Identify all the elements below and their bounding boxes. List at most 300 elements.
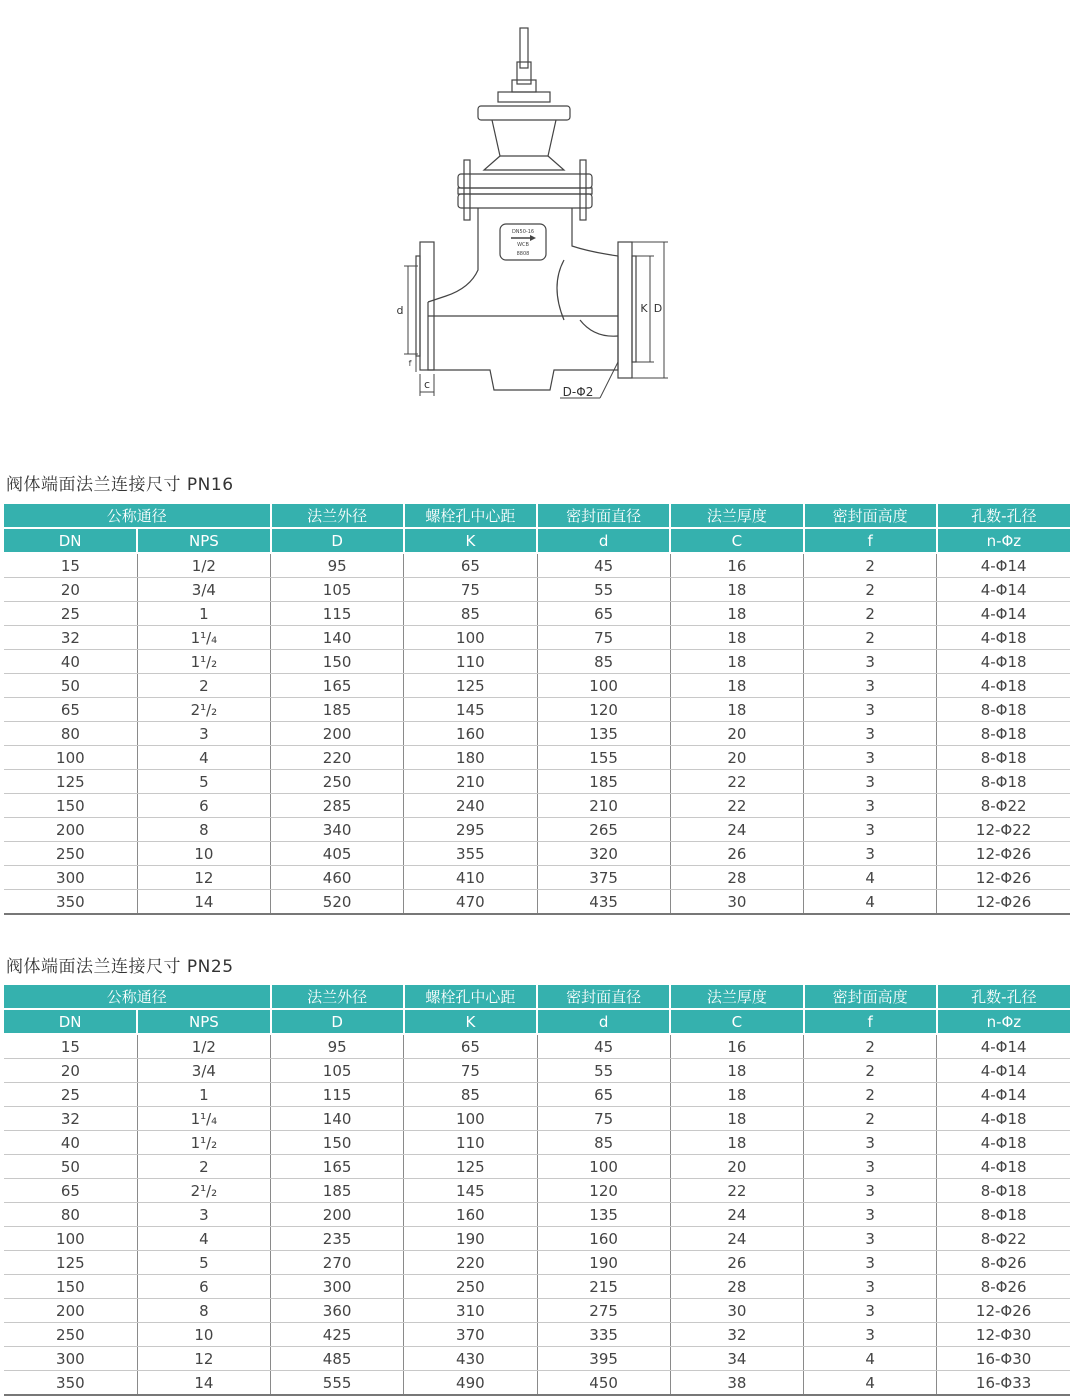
cell-seal-height: 2 [804,578,937,602]
cell-flange-od: 150 [271,1131,404,1155]
cell-holes: 4-Φ18 [937,1131,1070,1155]
cell-nps: 5 [137,1251,270,1275]
header-seal-dia: 密封面直径 [537,985,670,1009]
table-row [4,698,1070,722]
cell-seal-dia: 135 [537,1203,670,1227]
cell-flange-od: 115 [271,1083,404,1107]
right-flange [618,242,632,378]
cell-nps: 3 [137,722,270,746]
cell-nps: 3/4 [137,578,270,602]
cell-nps: 5 [137,770,270,794]
cell-flange-od: 270 [271,1251,404,1275]
cell-seal-dia: 135 [537,722,670,746]
header-holes: 孔数-孔径 [937,985,1070,1009]
cell-flange-od: 555 [271,1371,404,1396]
cell-bolt-circle: 65 [404,1034,537,1059]
cell-flange-thk: 18 [670,1131,803,1155]
cell-nps: 10 [137,842,270,866]
cell-nps: 1¹/₄ [137,626,270,650]
cell-dn: 200 [4,1299,137,1323]
cell-nps: 2¹/₂ [137,698,270,722]
cell-flange-thk: 18 [670,674,803,698]
table-pn16 [4,504,1070,915]
cell-flange-od: 220 [271,746,404,770]
cell-seal-height: 2 [804,602,937,626]
cell-seal-dia: 185 [537,770,670,794]
cell-flange-od: 250 [271,770,404,794]
cell-seal-dia: 375 [537,866,670,890]
cell-flange-od: 140 [271,1107,404,1131]
cell-seal-dia: 55 [537,578,670,602]
bolt-left [464,160,470,220]
cell-dn: 80 [4,1203,137,1227]
cell-holes: 4-Φ18 [937,650,1070,674]
cell-nps: 4 [137,1227,270,1251]
cell-flange-od: 200 [271,1203,404,1227]
cell-bolt-circle: 125 [404,674,537,698]
table-row [4,553,1070,578]
cell-flange-thk: 34 [670,1347,803,1371]
cell-seal-dia: 395 [537,1347,670,1371]
cell-dn: 50 [4,1155,137,1179]
cell-flange-thk: 20 [670,722,803,746]
cell-seal-dia: 265 [537,818,670,842]
cell-seal-dia: 210 [537,794,670,818]
subheader-holes: n-Φz [937,1009,1070,1034]
table-row [4,578,1070,602]
dim-label-d: d [396,304,404,317]
cell-seal-height: 3 [804,770,937,794]
cell-holes: 8-Φ26 [937,1251,1070,1275]
cell-bolt-circle: 100 [404,626,537,650]
top-flange [478,106,570,120]
table-row [4,890,1070,915]
cell-dn: 125 [4,770,137,794]
cell-seal-dia: 155 [537,746,670,770]
cell-seal-height: 3 [804,1155,937,1179]
header-seal-dia: 密封面直径 [537,504,670,528]
cell-bolt-circle: 410 [404,866,537,890]
cell-dn: 65 [4,698,137,722]
subheader-c: C [670,1009,803,1034]
subheader-d-outer: D [271,1009,404,1034]
cell-flange-thk: 26 [670,1251,803,1275]
cell-nps: 10 [137,1323,270,1347]
cell-dn: 15 [4,1034,137,1059]
table-body [4,1034,1070,1395]
cell-flange-thk: 30 [670,1299,803,1323]
cell-holes: 8-Φ18 [937,746,1070,770]
cell-bolt-circle: 100 [404,1107,537,1131]
nameplate-line3: 8808 [516,251,530,257]
subheader-dn: DN [4,1009,137,1034]
cell-holes: 8-Φ18 [937,698,1070,722]
cell-flange-thk: 26 [670,842,803,866]
cell-seal-dia: 85 [537,1131,670,1155]
bonnet-flange [458,174,592,188]
cell-seal-dia: 55 [537,1059,670,1083]
cell-flange-od: 485 [271,1347,404,1371]
cell-seal-height: 3 [804,1299,937,1323]
cell-bolt-circle: 430 [404,1347,537,1371]
cell-bolt-circle: 85 [404,1083,537,1107]
cell-flange-od: 150 [271,650,404,674]
cell-nps: 2¹/₂ [137,1179,270,1203]
cell-flange-od: 425 [271,1323,404,1347]
cell-flange-thk: 18 [670,578,803,602]
cell-dn: 150 [4,1275,137,1299]
cell-flange-thk: 24 [670,1227,803,1251]
cell-seal-dia: 190 [537,1251,670,1275]
cell-holes: 4-Φ14 [937,578,1070,602]
cell-seal-height: 2 [804,1059,937,1083]
cell-nps: 6 [137,794,270,818]
cell-holes: 4-Φ14 [937,1059,1070,1083]
cell-nps: 1¹/₄ [137,1107,270,1131]
cell-flange-od: 460 [271,866,404,890]
valve-drawing [380,20,680,410]
cell-flange-od: 185 [271,698,404,722]
cell-holes: 8-Φ18 [937,770,1070,794]
left-flange [420,242,434,370]
cell-seal-height: 3 [804,842,937,866]
cell-nps: 14 [137,1371,270,1396]
dim-label-holes: D-Φ2 [562,385,594,399]
subheader-d-outer: D [271,528,404,553]
cell-dn: 20 [4,1059,137,1083]
cell-nps: 1/2 [137,1034,270,1059]
cell-seal-height: 3 [804,1227,937,1251]
cell-dn: 350 [4,890,137,915]
header-bolt-circle: 螺栓孔中心距 [404,504,537,528]
cell-flange-thk: 30 [670,890,803,915]
header-flange-od: 法兰外径 [271,504,404,528]
cell-flange-od: 95 [271,1034,404,1059]
header-flange-thk: 法兰厚度 [670,985,803,1009]
cell-nps: 6 [137,1275,270,1299]
cell-bolt-circle: 190 [404,1227,537,1251]
cell-flange-thk: 18 [670,602,803,626]
cell-seal-height: 3 [804,1251,937,1275]
cell-flange-thk: 28 [670,1275,803,1299]
table-row [4,1275,1070,1299]
cell-bolt-circle: 125 [404,1155,537,1179]
header-flange-thk: 法兰厚度 [670,504,803,528]
cell-flange-thk: 22 [670,770,803,794]
cell-dn: 350 [4,1371,137,1396]
table-row [4,1299,1070,1323]
cell-holes: 4-Φ18 [937,1155,1070,1179]
table-row [4,1059,1070,1083]
cell-bolt-circle: 310 [404,1299,537,1323]
cell-seal-dia: 450 [537,1371,670,1396]
cell-seal-height: 4 [804,1371,937,1396]
dim-label-f: f [408,359,412,368]
cell-bolt-circle: 160 [404,722,537,746]
cell-bolt-circle: 240 [404,794,537,818]
table-row [4,1203,1070,1227]
body-right [572,208,618,256]
cell-seal-height: 3 [804,818,937,842]
cell-seal-height: 3 [804,698,937,722]
cell-holes: 12-Φ26 [937,842,1070,866]
table-row [4,1179,1070,1203]
dim-label-k: K [640,302,648,315]
cell-flange-thk: 16 [670,553,803,578]
table-row [4,1083,1070,1107]
cell-seal-dia: 65 [537,1083,670,1107]
table-row [4,1251,1070,1275]
cell-seal-dia: 85 [537,650,670,674]
cell-seal-dia: 435 [537,890,670,915]
cell-seal-height: 3 [804,1323,937,1347]
cell-nps: 8 [137,1299,270,1323]
cell-seal-height: 3 [804,1275,937,1299]
cell-dn: 25 [4,1083,137,1107]
cell-holes: 4-Φ14 [937,602,1070,626]
cell-seal-height: 3 [804,650,937,674]
table-row [4,746,1070,770]
table-row [4,770,1070,794]
cell-nps: 2 [137,674,270,698]
header-holes: 孔数-孔径 [937,504,1070,528]
table-row [4,1155,1070,1179]
cell-flange-od: 95 [271,553,404,578]
cell-dn: 300 [4,866,137,890]
table-row [4,1107,1070,1131]
table-row [4,1131,1070,1155]
cell-dn: 250 [4,1323,137,1347]
cell-dn: 32 [4,1107,137,1131]
cell-seal-height: 4 [804,1347,937,1371]
cell-nps: 12 [137,1347,270,1371]
cell-bolt-circle: 220 [404,1251,537,1275]
nameplate-line2: WCB [517,242,529,248]
subheader-k: K [404,1009,537,1034]
cell-flange-od: 115 [271,602,404,626]
table-pn25 [4,985,1070,1396]
cell-nps: 4 [137,746,270,770]
nameplate-line1: DN50-16 [511,229,535,235]
cell-seal-height: 2 [804,1107,937,1131]
cell-seal-dia: 45 [537,1034,670,1059]
cell-dn: 40 [4,650,137,674]
cell-flange-thk: 24 [670,1203,803,1227]
cell-seal-dia: 100 [537,674,670,698]
table-row [4,1323,1070,1347]
subheader-d-seal: d [537,528,670,553]
cell-flange-od: 140 [271,626,404,650]
subheader-dn: DN [4,528,137,553]
cell-holes: 4-Φ14 [937,553,1070,578]
cell-dn: 100 [4,746,137,770]
subheader-k: K [404,528,537,553]
section-title-pn25: 阀体端面法兰连接尺寸 PN25 [6,957,234,977]
dim-label-c: c [423,378,431,391]
header-nominal-size: 公称通径 [4,504,271,528]
cell-nps: 12 [137,866,270,890]
cell-bolt-circle: 110 [404,650,537,674]
cell-dn: 150 [4,794,137,818]
cell-flange-thk: 18 [670,698,803,722]
table-row [4,722,1070,746]
cell-dn: 100 [4,1227,137,1251]
cell-seal-height: 2 [804,626,937,650]
table-row [4,1371,1070,1396]
cell-dn: 20 [4,578,137,602]
cell-bolt-circle: 250 [404,1275,537,1299]
cell-seal-dia: 65 [537,602,670,626]
cell-seal-height: 3 [804,1203,937,1227]
cell-flange-od: 200 [271,722,404,746]
cell-flange-od: 105 [271,1059,404,1083]
cell-flange-thk: 20 [670,1155,803,1179]
cell-bolt-circle: 370 [404,1323,537,1347]
subheader-c: C [670,528,803,553]
cell-seal-height: 4 [804,890,937,915]
bolt-right [580,160,586,220]
subheader-holes: n-Φz [937,528,1070,553]
cell-flange-thk: 20 [670,746,803,770]
cell-holes: 4-Φ14 [937,1083,1070,1107]
table-row [4,650,1070,674]
cell-bolt-circle: 110 [404,1131,537,1155]
cell-seal-dia: 120 [537,698,670,722]
cell-flange-od: 405 [271,842,404,866]
cell-holes: 8-Φ18 [937,1179,1070,1203]
cell-nps: 14 [137,890,270,915]
cell-bolt-circle: 210 [404,770,537,794]
cell-bolt-circle: 490 [404,1371,537,1396]
cell-bolt-circle: 65 [404,553,537,578]
cell-flange-od: 165 [271,1155,404,1179]
cell-holes: 12-Φ26 [937,866,1070,890]
cell-bolt-circle: 355 [404,842,537,866]
cell-flange-thk: 18 [670,626,803,650]
table-row [4,1227,1070,1251]
cell-dn: 250 [4,842,137,866]
cell-holes: 8-Φ22 [937,794,1070,818]
subheader-f: f [804,1009,937,1034]
cell-flange-thk: 38 [670,1371,803,1396]
cell-bolt-circle: 470 [404,890,537,915]
cell-seal-dia: 75 [537,626,670,650]
subheader-nps: NPS [137,528,270,553]
section-title-pn16: 阀体端面法兰连接尺寸 PN16 [6,475,234,495]
cell-flange-od: 340 [271,818,404,842]
cell-holes: 12-Φ30 [937,1323,1070,1347]
header-bolt-circle: 螺栓孔中心距 [404,985,537,1009]
cell-holes: 8-Φ26 [937,1275,1070,1299]
cell-nps: 8 [137,818,270,842]
cell-nps: 1¹/₂ [137,1131,270,1155]
cell-seal-height: 2 [804,1034,937,1059]
cell-seal-height: 2 [804,553,937,578]
table-row [4,674,1070,698]
cell-seal-dia: 215 [537,1275,670,1299]
cell-nps: 3 [137,1203,270,1227]
cell-bolt-circle: 75 [404,578,537,602]
table-row [4,1347,1070,1371]
cell-seal-height: 2 [804,1083,937,1107]
cell-bolt-circle: 145 [404,1179,537,1203]
cell-seal-dia: 120 [537,1179,670,1203]
cell-flange-od: 360 [271,1299,404,1323]
cell-bolt-circle: 295 [404,818,537,842]
table-row [4,866,1070,890]
cell-holes: 16-Φ30 [937,1347,1070,1371]
cell-seal-dia: 320 [537,842,670,866]
cell-seal-dia: 45 [537,553,670,578]
table-row [4,818,1070,842]
subheader-d-seal: d [537,1009,670,1034]
cell-seal-height: 4 [804,866,937,890]
cell-dn: 80 [4,722,137,746]
cell-flange-thk: 32 [670,1323,803,1347]
cell-seal-height: 3 [804,674,937,698]
subheader-nps: NPS [137,1009,270,1034]
cell-dn: 25 [4,602,137,626]
cell-flange-thk: 18 [670,1083,803,1107]
cell-flange-od: 165 [271,674,404,698]
cell-holes: 4-Φ18 [937,1107,1070,1131]
cell-dn: 125 [4,1251,137,1275]
cell-nps: 3/4 [137,1059,270,1083]
cell-seal-height: 3 [804,794,937,818]
cell-bolt-circle: 180 [404,746,537,770]
cell-flange-od: 300 [271,1275,404,1299]
table-row [4,794,1070,818]
cell-seal-height: 3 [804,1131,937,1155]
cell-flange-thk: 18 [670,1059,803,1083]
cell-flange-thk: 22 [670,1179,803,1203]
cell-bolt-circle: 75 [404,1059,537,1083]
header-seal-height: 密封面高度 [804,985,937,1009]
cell-holes: 4-Φ18 [937,626,1070,650]
cell-holes: 8-Φ18 [937,722,1070,746]
cell-bolt-circle: 160 [404,1203,537,1227]
cell-holes: 8-Φ18 [937,1203,1070,1227]
cell-seal-dia: 75 [537,1107,670,1131]
cell-seal-height: 3 [804,746,937,770]
cell-nps: 1 [137,1083,270,1107]
cell-bolt-circle: 145 [404,698,537,722]
cell-flange-thk: 24 [670,818,803,842]
table-body [4,553,1070,914]
cell-flange-od: 520 [271,890,404,915]
cell-bolt-circle: 85 [404,602,537,626]
cell-dn: 200 [4,818,137,842]
cell-flange-thk: 22 [670,794,803,818]
table-row [4,626,1070,650]
body-left [428,208,478,302]
cell-nps: 1¹/₂ [137,650,270,674]
cell-holes: 4-Φ18 [937,674,1070,698]
cell-seal-height: 3 [804,1179,937,1203]
cell-nps: 2 [137,1155,270,1179]
table-row [4,602,1070,626]
table-row [4,1034,1070,1059]
table-row [4,842,1070,866]
cell-dn: 50 [4,674,137,698]
cell-seal-height: 3 [804,722,937,746]
cell-flange-thk: 16 [670,1034,803,1059]
cell-seal-dia: 275 [537,1299,670,1323]
cell-dn: 300 [4,1347,137,1371]
header-nominal-size: 公称通径 [4,985,271,1009]
cell-nps: 1 [137,602,270,626]
cell-flange-od: 235 [271,1227,404,1251]
